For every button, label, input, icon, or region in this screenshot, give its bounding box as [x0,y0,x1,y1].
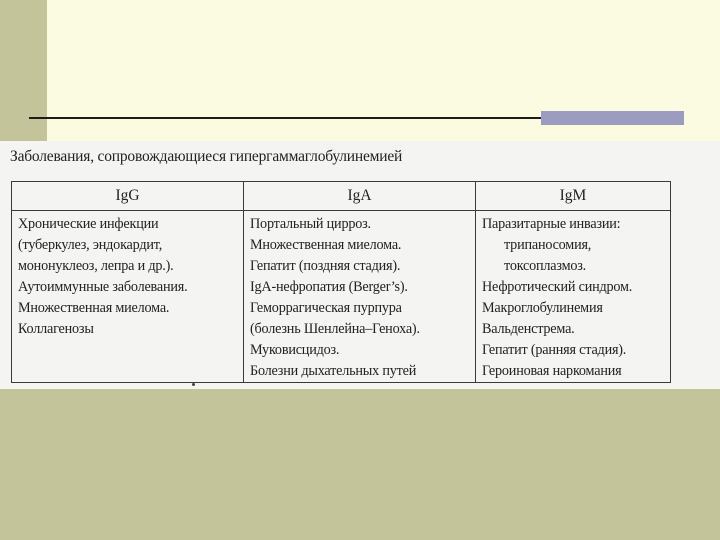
list-item: Портальный цирроз. [250,216,371,232]
list-item: Множественная миелома. [18,300,170,316]
list-item: Паразитарные инвазии: [482,216,621,232]
table-row [12,211,671,383]
table-header-row [12,182,671,211]
list-item: токсоплазмоз. [504,258,587,274]
list-item: Хронические инфекции [18,216,159,232]
column-header-iga: IgA [244,182,476,211]
immunoglobulin-table [11,181,671,383]
iga-cell [244,211,476,383]
list-item: Коллагенозы [18,321,94,337]
list-item: Гепатит (ранняя стадия). [482,342,627,358]
list-item: (болезнь Шенлейна–Геноха). [250,321,420,337]
list-item: (туберкулез, эндокардит, [18,237,163,253]
list-item: Гепатит (поздняя стадия). [250,258,401,274]
bottom-decorative-band [0,389,720,540]
list-item: мононуклеоз, лепра и др.). [18,258,174,274]
list-item: Нефротический синдром. [482,279,633,295]
column-header-igm: IgM [476,182,671,211]
list-item: трипаносомия, [504,237,592,253]
igm-cell [476,211,671,383]
list-item: Болезни дыхательных путей [250,363,417,379]
title-rule-accent [541,111,684,125]
list-item: Макроглобулинемия [482,300,603,316]
list-item: Аутоиммунные заболевания. [18,279,188,295]
list-item: Муковисцидоз. [250,342,340,358]
column-header-igg: IgG [12,182,244,211]
list-item: Вальденстрема. [482,321,575,337]
list-item: Героиновая наркомания [482,363,622,379]
table-caption: Заболевания, сопровождающиеся гипергаммаглобулинемией [10,148,403,165]
scan-speck [192,383,195,386]
list-item: Множественная миелома. [250,237,402,253]
list-item: Геморрагическая пурпура [250,300,402,316]
igg-cell [12,211,244,383]
list-item: IgA-нефропатия (Berger’s). [250,279,408,295]
scanned-table-image [0,141,720,389]
